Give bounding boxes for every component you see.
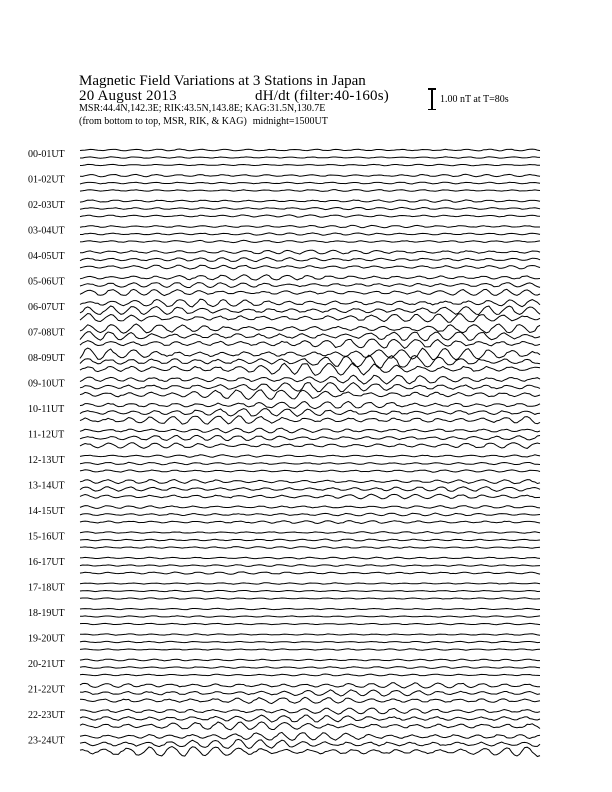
- trace-rik: [80, 539, 540, 541]
- trace-kag: [80, 608, 540, 609]
- hour-label: 13-14UT: [28, 480, 65, 492]
- trace-kag: [80, 225, 540, 227]
- trace-msr: [80, 363, 540, 375]
- chart-title: Magnetic Field Variations at 3 Stations in Japan: [79, 73, 366, 89]
- trace-msr: [80, 265, 540, 269]
- trace-rik: [80, 616, 540, 617]
- hour-label: 14-15UT: [28, 506, 65, 517]
- trace-kag: [80, 299, 540, 307]
- trace-rik: [80, 715, 540, 722]
- trace-msr: [80, 649, 540, 650]
- trace-kag: [80, 275, 540, 280]
- hour-label: 15-16UT: [28, 531, 65, 543]
- trace-msr: [80, 190, 540, 192]
- trace-msr: [80, 572, 540, 574]
- trace-kag: [80, 708, 540, 714]
- trace-kag: [80, 659, 540, 661]
- trace-kag: [80, 324, 540, 333]
- hour-label: 20-21UT: [28, 659, 65, 670]
- station-order-note: (from bottom to top, MSR, RIK, & KAG): [79, 116, 247, 127]
- trace-kag: [80, 583, 540, 584]
- trace-msr: [80, 416, 540, 424]
- trace-rik: [80, 409, 540, 417]
- trace-msr: [80, 443, 540, 449]
- hour-label: 16-17UT: [28, 557, 65, 568]
- trace-rik: [80, 435, 540, 440]
- station-coordinates: MSR:44.4N,142.3E; RIK:43.5N,143.8E; KAG:31.5N,130.7E: [79, 103, 326, 114]
- hour-label: 23-24UT: [28, 735, 65, 747]
- trace-kag: [80, 348, 540, 360]
- trace-msr: [80, 674, 540, 676]
- trace-rik: [80, 157, 540, 158]
- trace-rik: [80, 233, 540, 235]
- trace-kag: [80, 557, 540, 559]
- trace-msr: [80, 215, 540, 217]
- hour-label: 00-01UT: [28, 149, 65, 160]
- hour-label: 10-11UT: [28, 404, 65, 415]
- trace-rik: [80, 462, 540, 464]
- hour-label: 12-13UT: [28, 455, 65, 466]
- trace-kag: [80, 149, 540, 151]
- hour-label: 08-09UT: [28, 353, 65, 364]
- trace-kag: [80, 455, 540, 457]
- trace-msr: [80, 547, 540, 549]
- trace-msr: [80, 390, 540, 400]
- hour-label: 07-08UT: [28, 327, 65, 339]
- midnight-note: midnight=1500UT: [252, 116, 328, 127]
- hour-label: 22-23UT: [28, 710, 65, 721]
- trace-msr: [80, 289, 540, 295]
- trace-msr: [80, 722, 540, 730]
- trace-msr: [80, 314, 540, 323]
- hour-label: 09-10UT: [28, 378, 65, 390]
- hour-label: 11-12UT: [28, 429, 65, 441]
- hour-label: 04-05UT: [28, 251, 65, 262]
- trace-rik: [80, 590, 540, 591]
- hour-label: 19-20UT: [28, 633, 65, 645]
- hour-label: 06-07UT: [28, 302, 65, 313]
- hour-label: 18-19UT: [28, 608, 65, 619]
- trace-kag: [80, 200, 540, 202]
- trace-rik: [80, 487, 540, 492]
- trace-rik: [80, 565, 540, 567]
- trace-rik: [80, 182, 540, 184]
- trace-msr: [80, 623, 540, 624]
- trace-kag: [80, 506, 540, 509]
- trace-kag: [80, 532, 540, 534]
- trace-kag: [80, 480, 540, 484]
- trace-msr: [80, 494, 540, 499]
- trace-rik: [80, 690, 540, 696]
- hour-label: 05-06UT: [28, 276, 65, 288]
- hour-label: 03-04UT: [28, 225, 65, 237]
- trace-rik: [80, 383, 540, 392]
- trace-msr: [80, 164, 540, 165]
- trace-msr: [80, 697, 540, 703]
- trace-rik: [80, 283, 540, 288]
- trace-rik: [80, 306, 540, 315]
- trace-kag: [80, 428, 540, 433]
- trace-msr: [80, 747, 540, 757]
- trace-msr: [80, 598, 540, 599]
- trace-rik: [80, 332, 540, 341]
- trace-kag: [80, 401, 540, 408]
- trace-kag: [80, 174, 540, 176]
- trace-kag: [80, 250, 540, 254]
- trace-kag: [80, 732, 540, 740]
- trace-rik: [80, 641, 540, 642]
- trace-kag: [80, 683, 540, 688]
- date-text: 20 August 2013: [79, 88, 177, 104]
- hour-label: 02-03UT: [28, 200, 65, 211]
- trace-rik: [80, 257, 540, 261]
- trace-rik: [80, 207, 540, 209]
- scale-label: 1.00 nT at T=80s: [440, 94, 509, 105]
- hour-label: 17-18UT: [28, 582, 65, 594]
- trace-kag: [80, 634, 540, 635]
- trace-msr: [80, 521, 540, 524]
- trace-msr: [80, 470, 540, 472]
- trace-msr: [80, 240, 540, 242]
- trace-rik: [80, 667, 540, 669]
- quantity-text: dH/dt (filter:40-160s): [255, 88, 389, 104]
- trace-rik: [80, 513, 540, 516]
- hour-label: 01-02UT: [28, 174, 65, 186]
- hour-label: 21-22UT: [28, 684, 65, 696]
- trace-rik: [80, 355, 540, 368]
